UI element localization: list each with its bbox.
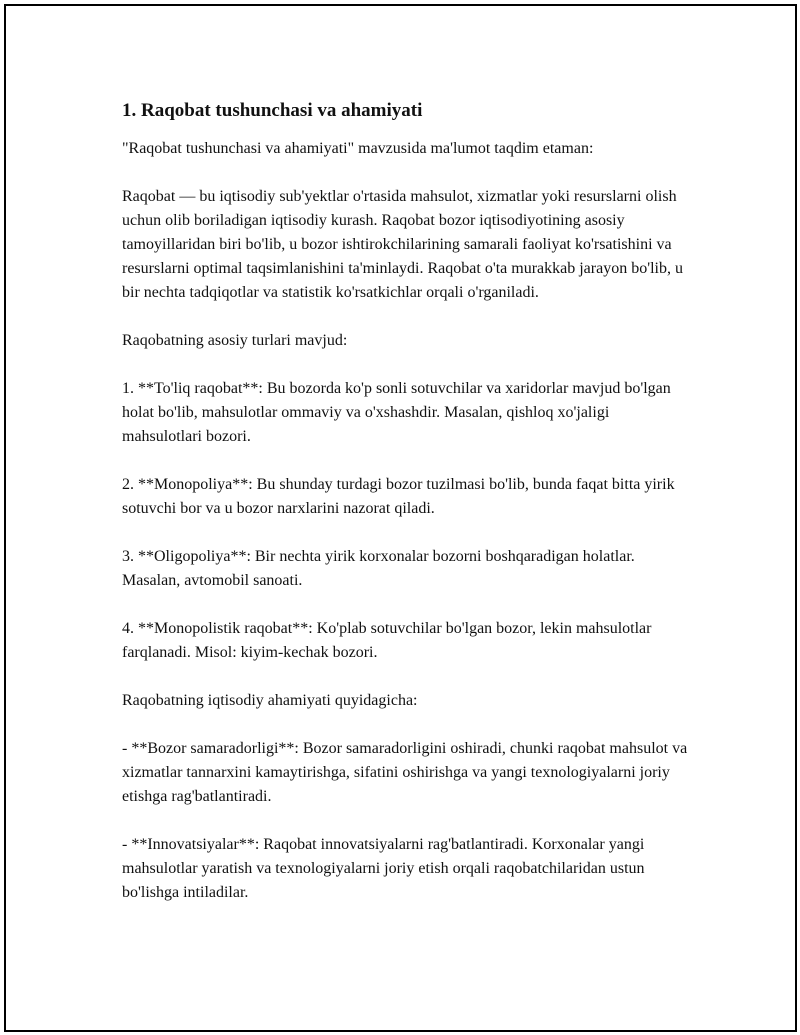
list-item-oligopoly: 3. **Oligopoliya**: Bir nechta yirik korxonalar bozorni boshqaradigan holatlar. Masalan, avtomobil sanoati. — [122, 548, 635, 589]
document-body — [122, 98, 690, 929]
bullet-market-efficiency: - **Bozor samaradorligi**: Bozor samaradorligini oshiradi, chunki raqobat mahsulot va xizmatlar tannarxini kamaytirishga, sifatini oshirishga va yangi texnologiyalarni joriy etishga rag'batlantiradi. — [122, 740, 688, 805]
list-item-perfect-competition: 1. **To'liq raqobat**: Bu bozorda ko'p sonli sotuvchilar va xaridorlar mavjud bo'lgan holat bo'lib, mahsulotlar ommaviy va o'xshashdir. Masalan, qishloq xo'jaligi mahsulotlari bozori. — [122, 380, 671, 445]
list-item-monopolistic-competition: 4. **Monopolistik raqobat**: Ko'plab sotuvchilar bo'lgan bozor, lekin mahsulotlar farqlanadi. Misol: kiyim-kechak bozori. — [122, 620, 652, 661]
definition-paragraph: Raqobat — bu iqtisodiy sub'yektlar o'rtasida mahsulot, xizmatlar yoki resurslarni olish uchun olib boriladigan iqtisodiy kurash. Raqobat bozor iqtisodiyotining asosiy tamoyillaridan biri bo'lib, u bozor ishtirokchilarining samarali faoliyat ko'rsatishini va resurslarni optimal taqsimlanishini ta'minlaydi. Raqobat o'ta murakkab jarayon bo'lib, u bir nechta tadqiqotlar va statistik ko'rsatkichlar orqali o'rganiladi. — [122, 188, 683, 301]
types-intro-paragraph: Raqobatning asosiy turlari mavjud: — [122, 332, 348, 349]
document-heading: 1. Raqobat tushunchasi va ahamiyati — [122, 100, 423, 121]
page-frame — [4, 4, 797, 1032]
list-item-monopoly: 2. **Monopoliya**: Bu shunday turdagi bozor tuzilmasi bo'lib, bunda faqat bitta yirik sotuvchi bor va u bozor narxlarini nazorat qiladi. — [122, 476, 675, 517]
intro-paragraph: "Raqobat tushunchasi va ahamiyati" mavzusida ma'lumot taqdim etaman: — [122, 140, 594, 157]
bullet-innovations: - **Innovatsiyalar**: Raqobat innovatsiyalarni rag'batlantiradi. Korxonalar yangi mahsulotlar yaratish va texnologiyalarni joriy etish orqali raqobatchilaridan ustun bo'lishga intiladilar. — [122, 836, 645, 901]
significance-intro-paragraph: Raqobatning iqtisodiy ahamiyati quyidagicha: — [122, 692, 418, 709]
